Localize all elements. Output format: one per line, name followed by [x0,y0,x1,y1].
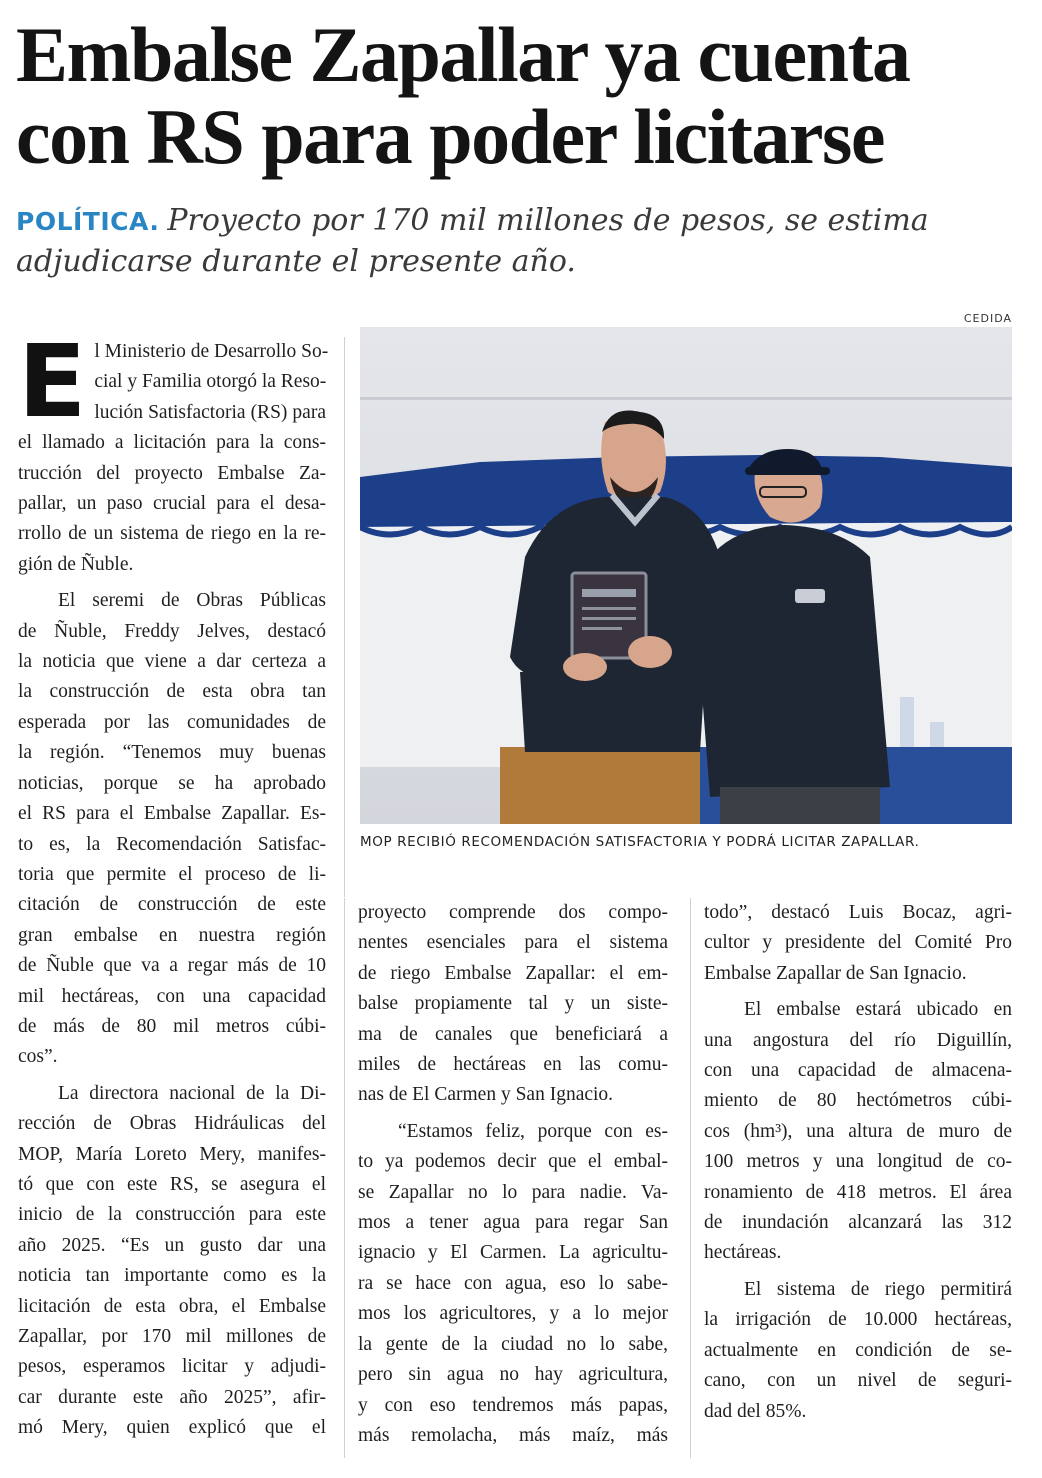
text-line: mil hectáreas, con una capacidad [18,985,326,1007]
text-line: mó Mery, quien explicó que el [18,1417,326,1439]
text-line: la gente de la ciudad no lo sabe, [358,1333,668,1355]
text-line: se Zapallar no lo para nadie. Va- [358,1181,668,1203]
text-line: noticias, porque se ha aprobado [18,772,326,794]
text-line: pesos, esperamos licitar y adjudi- [18,1356,326,1378]
photo-caption: MOP RECIBIÓ RECOMENDACIÓN SATISFACTORIA Y PODRÁ LICITAR ZAPALLAR. [360,834,920,850]
paragraph [704,1275,1012,1427]
text-line: miento de 80 hectómetros cúbi- [704,1090,1012,1112]
text-line: gran embalse en nuestra región [18,924,326,946]
text-line: tó que con este RS, se asegura el [18,1173,326,1195]
text-line: de inundación alcanzará las 312 [704,1212,1012,1234]
text-line: cos (hm³), una altura de muro de [704,1120,1012,1142]
text-line: hectáreas. [704,1242,782,1264]
text-line: cultor y presidente del Comité Pro [704,932,1012,954]
text-line: de riego Embalse Zapallar: el em- [358,962,668,984]
paragraph [704,995,1012,1269]
text-line: 100 metros y una longitud de co- [704,1151,1012,1173]
paragraph [18,323,329,580]
text-line: citación de construcción de este [18,894,326,916]
text-line: el llamado a licitación para la cons- [18,432,326,454]
column-rule [690,898,691,1458]
text-line: actualmente en condición de se- [704,1339,1012,1361]
text-line: ronamiento de 418 metros. El área [704,1181,1012,1203]
text-line: “Estamos feliz, porque con es- [398,1120,668,1142]
text-line: to ya podemos decir que el embal- [358,1151,668,1173]
text-line: toria que permite el proceso de li- [18,863,326,885]
text-line: la irrigación de 10.000 hectáreas, [704,1309,1012,1331]
text-line: l Ministerio de Desarrollo So- [94,341,329,362]
text-line: de más de 80 mil metros cúbi- [18,1015,326,1037]
text-line: El sistema de riego permitirá [744,1278,1012,1300]
article-photo [360,327,1012,824]
text-line: cano, con un nivel de seguri- [704,1370,1012,1392]
text-line: esperada por las comunidades de [18,711,326,733]
section-tag: POLÍTICA. [16,207,160,236]
headline-line-1: Embalse Zapallar ya cuenta [16,11,910,98]
text-line: La directora nacional de la Di- [58,1082,326,1104]
paragraph [358,1117,668,1451]
text-line: cial y Familia otorgó la Reso- [94,371,327,393]
text-line: mos los agricultores, y a lo mejor [358,1303,668,1325]
text-line: Zapallar, por 170 mil millones de [18,1326,326,1347]
text-line: pallar, un paso crucial para el desa- [18,493,326,515]
text-line: una angostura del río Diguillín, [704,1029,1012,1051]
column-rule [344,337,345,897]
text-line: licitación de esta obra, el Embalse [18,1295,326,1317]
text-line: car durante este año 2025”, afir- [18,1386,326,1408]
article-column-1 [18,323,329,1444]
text-line: rección de Obras Hidráulicas del [18,1113,326,1135]
text-line: la noticia que viene a dar certeza a [18,651,326,673]
text-line: nas de El Carmen y San Ignacio. [358,1084,614,1106]
text-line: de Ñuble que va a regar más de 10 [18,955,326,977]
text-line: ignacio y El Carmen. La agricultu- [358,1242,668,1264]
text-line: mos a tener agua para regar San [358,1212,668,1234]
paragraph [18,1079,326,1444]
text-line: trucción del proyecto Embalse Za- [18,462,326,484]
text-line: El embalse estará ubicado en [744,999,1012,1021]
paragraph [18,586,326,1073]
article-column-3 [704,898,1012,1427]
subheadline-text: Proyecto por 170 mil millones de pesos, se estima adjudicarse durante el presente año. [16,203,929,279]
headline-line-2: con RS para poder licitarse [16,93,885,180]
text-line: ma de canales que beneficiará a [358,1023,668,1045]
paragraph [358,898,668,1111]
article-column-2 [358,898,668,1451]
headline [16,11,1026,180]
text-line: miles de hectáreas en las comu- [358,1054,668,1076]
text-line: con una capacidad de almacena- [704,1060,1012,1082]
paragraph [704,898,1012,989]
text-line: inicio de la construcción para este [18,1204,326,1226]
photo-credit: CEDIDA [963,312,1012,325]
text-line: to es, la Recomendación Satisfac- [18,833,326,855]
text-line: El seremi de Obras Públicas [58,590,326,612]
drop-cap: E [18,323,87,440]
text-line: todo”, destacó Luis Bocaz, agri- [704,902,1012,923]
text-line: proyecto comprende dos compo- [358,902,668,923]
text-line: más remolacha, más maíz, más [358,1424,668,1446]
text-line: MOP, María Loreto Mery, manifes- [18,1143,326,1165]
text-line: de Ñuble, Freddy Jelves, destacó [18,620,326,642]
text-line: nentes esenciales para el sistema [358,932,668,954]
text-line: año 2025. “Es un gusto dar una [18,1234,326,1256]
text-line: rrollo de un sistema de riego en la re- [18,523,326,545]
text-line: cos”. [18,1046,58,1068]
text-line: y con eso tendremos más papas, [358,1394,668,1416]
text-line: dad del 85%. [704,1400,807,1422]
text-line: balse propiamente tal y un siste- [358,993,668,1015]
text-line: gión de Ñuble. [18,553,134,575]
text-line: la región. “Tenemos muy buenas [18,742,326,764]
text-line: el RS para el Embalse Zapallar. Es- [18,803,326,825]
text-line: noticia tan importante como es la [18,1265,326,1287]
text-line: la construcción de esta obra tan [18,681,326,703]
text-line: lución Satisfactoria (RS) para [94,401,326,423]
subheadline [16,201,1016,282]
text-line: pero sin agua no hay agricultura, [358,1364,668,1386]
text-line: ra se hace con agua, eso lo sabe- [358,1272,668,1294]
text-line: Embalse Zapallar de San Ignacio. [704,962,967,984]
column-rule [344,898,345,1458]
